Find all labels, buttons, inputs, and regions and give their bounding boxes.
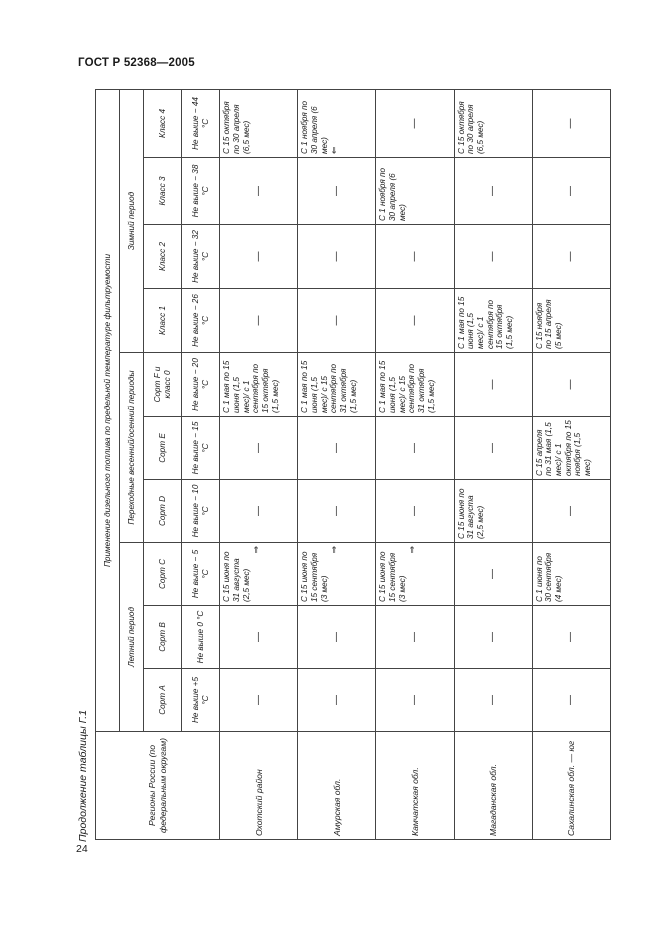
table-cell: — [298,480,376,543]
table-cell: — [220,158,298,225]
table-cell: — [376,89,454,157]
table-cell: С 1 мая по 15 июня (1,5 мес)/ с 1 сентября по 15 октября (1,5 мес) [220,353,298,417]
cell-text: С 1 ноября по 30 апреля (6 мес) [300,100,329,154]
grade-name: Класс 4 [144,89,182,157]
grade-name: Сорт F и класс 0 [144,353,182,417]
table-cell: — [298,669,376,732]
table-cell: — [376,606,454,669]
region-name: Камчатская обл. [376,732,454,840]
table-cell: — [532,353,610,417]
fuel-application-table [95,89,611,840]
table-cell [376,543,454,606]
table-cell: С 15 октября по 30 апреля (6,5 мес) [454,89,532,157]
grade-temperature: Не выше − 44 °С [182,89,220,157]
grade-temperature: Не выше +5 °С [182,669,220,732]
table-cell: С 1 мая по 15 июня (1,5 мес)/ с 15 сентября по 31 октября (1,5 мес) [298,353,376,417]
grade-temperature: Не выше − 10 °С [182,480,220,543]
table-cell [220,543,298,606]
table-cell: — [220,606,298,669]
table-cell [298,543,376,606]
grade-temperature: Не выше − 20 °С [182,353,220,417]
grade-name: Сорт D [144,480,182,543]
table-cell: С 15 апреля по 31 мая (1,5 мес)/ с 1 октября по 15 ноября (1,5 мес) [532,417,610,480]
region-name: Амурская обл. [298,732,376,840]
table-cell: — [220,289,298,353]
grade-temperature: Не выше 0 °С [182,606,220,669]
table-cell: С 15 октября по 30 апреля (6,5 мес) [220,89,298,157]
document-header: ГОСТ Р 52368—2005 [78,57,195,69]
page-number: 24 [76,843,88,855]
table-cell: — [298,289,376,353]
grade-name: Сорт В [144,606,182,669]
winter-period-header: Зимний период [120,89,144,352]
grade-name: Класс 1 [144,289,182,353]
table-cell: — [454,225,532,289]
table-cell: — [298,158,376,225]
table-row [220,89,298,839]
table-cell: — [220,417,298,480]
rotated-table-stage [75,82,615,842]
table-cell: — [454,417,532,480]
table-cell: — [376,417,454,480]
arrow-right-icon: ⇒ [329,546,340,554]
cell-text: С 15 июня по 15 сентября (3 мес) [378,551,407,602]
grade-temperature: Не выше − 38 °С [182,158,220,225]
table-cell: С 1 мая по 15 июня (1,5 мес)/ с 1 сентября по 15 октября (1,5 мес) [454,289,532,353]
table-cell: — [532,89,610,157]
grade-name: Класс 3 [144,158,182,225]
cell-text: С 15 июня по 31 августа (2,5 мес) [222,551,251,602]
table-caption: Продолжение таблицы Г.1 [77,709,89,842]
table-cell: — [532,225,610,289]
table-cell: — [454,353,532,417]
grade-temperature: Не выше − 5 °С [182,543,220,606]
table-cell: С 1 мая по 15 июня (1,5 мес)/ с 15 сентября по 31 октября (1,5 мес) [376,353,454,417]
grade-temperature: Не выше − 32 °С [182,225,220,289]
cell-text: С 15 июня по 15 сентября (3 мес) [300,551,329,602]
arrow-left-icon: ⇐ [329,146,340,154]
grade-name: Сорт Е [144,417,182,480]
region-name: Магаданская обл. [454,732,532,840]
table-cell: С 15 июня по 31 августа (2,5 мес) [454,480,532,543]
table-cell: С 15 ноября по 15 апреля (5 мес) [532,289,610,353]
table-cell: С 1 ноября по 30 апреля (6 мес) [376,158,454,225]
grade-name: Сорт С [144,543,182,606]
table-cell: — [454,669,532,732]
table-cell: — [298,225,376,289]
table-cell: — [220,669,298,732]
application-header: Применение дизельного топлива по предельной температуре фильтруемости [96,89,120,731]
table-cell [298,89,376,157]
table-cell: — [376,225,454,289]
region-name: Сахалинская обл. — юг [532,732,610,840]
transitional-period-header: Переходные весенний/осенний периоды [120,353,144,543]
grade-temperature: Не выше − 15 °С [182,417,220,480]
table-cell: — [532,158,610,225]
table-cell: — [298,417,376,480]
region-column-header: Регионы России (по федеральным округам) [96,732,220,840]
arrow-right-icon: ⇒ [251,546,262,554]
table-cell: — [532,669,610,732]
table-cell: — [376,669,454,732]
table-cell: — [454,543,532,606]
table-cell: — [532,606,610,669]
table-cell: С 1 июня по 30 сентября (4 мес) [532,543,610,606]
arrow-right-icon: ⇒ [407,546,418,554]
table-cell: — [532,480,610,543]
summer-period-header: Летний период [120,543,144,732]
table-cell: — [454,606,532,669]
table-cell: — [298,606,376,669]
table-row [532,89,610,839]
grade-name: Сорт А [144,669,182,732]
table-row [298,89,376,839]
table-cell: — [220,480,298,543]
region-name: Охотский район [220,732,298,840]
grade-temperature: Не выше − 26 °С [182,289,220,353]
grade-name: Класс 2 [144,225,182,289]
table-cell: — [220,225,298,289]
table-row [376,89,454,839]
table-row [454,89,532,839]
table-cell: — [376,480,454,543]
table-cell: — [376,289,454,353]
table-cell: — [454,158,532,225]
